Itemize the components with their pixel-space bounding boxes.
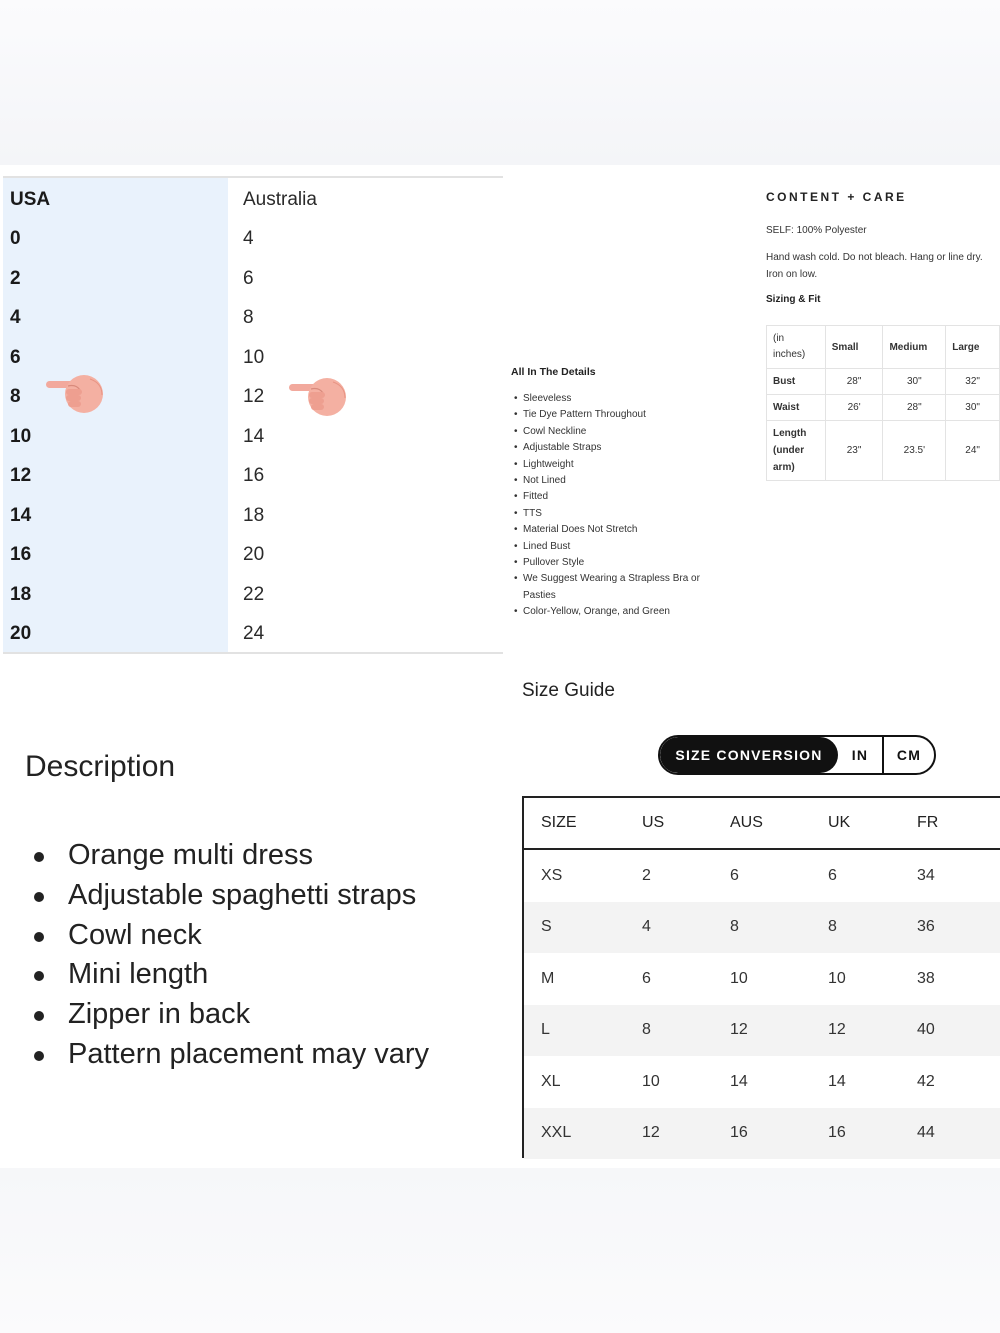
details-title: All In The Details: [511, 366, 596, 378]
size-cell: 4: [642, 918, 651, 936]
usa-size: 0: [10, 228, 21, 250]
size-cell: 40: [917, 1021, 935, 1039]
size-conversion-tab[interactable]: SIZE CONVERSION: [660, 737, 838, 773]
unit-toggle: [658, 735, 936, 775]
fit-cell: 30": [946, 395, 1000, 421]
fit-row: [767, 395, 1000, 421]
size-cell: 12: [730, 1021, 748, 1039]
fit-row: [767, 421, 1000, 481]
size-cell: 14: [730, 1072, 748, 1090]
conversion-row: [3, 457, 503, 497]
usa-size: 12: [10, 465, 32, 487]
size-cell: 6: [730, 866, 739, 884]
header-cell: SIZE: [541, 813, 577, 831]
description-item: Cowl neck: [30, 916, 429, 956]
header-cell: AUS: [730, 813, 763, 831]
usa-header: USA: [10, 188, 51, 210]
usa-size: 16: [10, 544, 32, 566]
size-cell: M: [541, 969, 555, 987]
usa-australia-conversion-table: [3, 176, 503, 654]
inches-tab[interactable]: IN: [838, 737, 884, 773]
size-cell: 8: [828, 918, 837, 936]
australia-size: 16: [243, 465, 265, 487]
header-cell: FR: [917, 813, 939, 831]
details-item: • Color-Yellow, Orange, and Green: [511, 604, 741, 620]
conversion-row: [3, 496, 503, 536]
australia-size: 12: [243, 386, 265, 408]
details-item: • Tie Dye Pattern Throughout: [511, 407, 741, 423]
size-cell: L: [541, 1021, 550, 1039]
size-cell: 8: [730, 918, 739, 936]
fit-cell: 23.5': [883, 421, 946, 481]
details-item: • Lightweight: [511, 457, 741, 473]
details-item: • TTS: [511, 506, 741, 522]
size-cell: 34: [917, 866, 935, 884]
usa-size: 20: [10, 623, 32, 645]
details-item: • Cowl Neckline: [511, 424, 741, 440]
pointing-hand-icon: [44, 373, 106, 413]
fit-row-label: Bust: [767, 369, 826, 395]
fabric-content: SELF: 100% Polyester: [766, 225, 867, 236]
fit-cell: 28": [825, 369, 883, 395]
fit-cell: 24": [946, 421, 1000, 481]
fit-row-label: Length (under arm): [767, 421, 826, 481]
usa-size: 10: [10, 425, 32, 447]
australia-header: Australia: [243, 188, 317, 210]
details-item: • Pullover Style: [511, 555, 741, 571]
size-guide-row: [524, 850, 1000, 902]
fit-cell: 32": [946, 369, 1000, 395]
fit-cell: 23": [825, 421, 883, 481]
australia-size: 8: [243, 307, 254, 329]
size-cell: XXL: [541, 1124, 572, 1142]
content-care-title: CONTENT + CARE: [766, 190, 907, 204]
fit-cell: 30": [883, 369, 946, 395]
details-item: • Adjustable Straps: [511, 440, 741, 456]
fit-header-cell: Small: [825, 326, 883, 369]
australia-size: 20: [243, 544, 265, 566]
usa-size: 6: [10, 346, 21, 368]
conversion-row: [3, 417, 503, 457]
usa-size: 18: [10, 583, 32, 605]
care-instructions: Hand wash cold. Do not bleach. Hang or line dry. Iron on low.: [766, 252, 983, 280]
size-cell: 6: [828, 866, 837, 884]
fit-header-cell: (in inches): [767, 326, 826, 369]
size-cell: 44: [917, 1124, 935, 1142]
fit-header-row: [767, 326, 1000, 369]
details-list: [511, 391, 741, 621]
size-cell: 6: [642, 969, 651, 987]
size-cell: 12: [828, 1021, 846, 1039]
usa-size: 2: [10, 267, 21, 289]
usa-size: 14: [10, 504, 32, 526]
size-cell: 2: [642, 866, 651, 884]
australia-size: 14: [243, 425, 265, 447]
size-cell: S: [541, 918, 552, 936]
size-cell: 38: [917, 969, 935, 987]
australia-size: 24: [243, 623, 265, 645]
size-guide-table: [522, 796, 1000, 1158]
fit-row-label: Waist: [767, 395, 826, 421]
description-title: Description: [25, 750, 176, 783]
usa-size: 4: [10, 307, 21, 329]
size-guide-header-row: [524, 798, 1000, 850]
description-item: Mini length: [30, 955, 429, 995]
size-guide-row: [524, 1108, 1000, 1160]
sizing-fit-title: Sizing & Fit: [766, 294, 821, 305]
conversion-row: [3, 536, 503, 576]
header-cell: US: [642, 813, 665, 831]
australia-size: 18: [243, 504, 265, 526]
size-cell: 42: [917, 1072, 935, 1090]
size-cell: 12: [642, 1124, 660, 1142]
size-cell: 8: [642, 1021, 651, 1039]
size-cell: XS: [541, 866, 563, 884]
description-item: Pattern placement may vary: [30, 1035, 429, 1075]
details-section: [511, 366, 741, 621]
conversion-row: [3, 615, 503, 655]
size-cell: 16: [828, 1124, 846, 1142]
conversion-row: [3, 338, 503, 378]
fit-cell: 26': [825, 395, 883, 421]
size-cell: 10: [642, 1072, 660, 1090]
details-item: • Fitted: [511, 489, 741, 505]
details-item: • Not Lined: [511, 473, 741, 489]
size-cell: 16: [730, 1124, 748, 1142]
description-item: Adjustable spaghetti straps: [30, 876, 429, 916]
details-item: • Sleeveless: [511, 391, 741, 407]
conversion-row: [3, 259, 503, 299]
description-item: Zipper in back: [30, 995, 429, 1035]
conversion-row: [3, 220, 503, 260]
size-cell: 14: [828, 1072, 846, 1090]
pointing-hand-icon: [287, 376, 349, 416]
sizing-fit-table: [766, 325, 1000, 481]
header-cell: UK: [828, 813, 851, 831]
top-background-band: [0, 0, 1000, 165]
description-item: Orange multi dress: [30, 836, 429, 876]
content-care-section: [766, 190, 1000, 305]
size-cell: XL: [541, 1072, 561, 1090]
details-item: • Lined Bust: [511, 539, 741, 555]
size-guide-row: [524, 902, 1000, 954]
australia-size: 22: [243, 583, 265, 605]
size-cell: 36: [917, 918, 935, 936]
bottom-background-band: [0, 1168, 1000, 1333]
conversion-row: [3, 299, 503, 339]
details-item: • Material Does Not Stretch: [511, 522, 741, 538]
fit-row: [767, 369, 1000, 395]
fit-cell: 28": [883, 395, 946, 421]
size-guide-row: [524, 1056, 1000, 1108]
size-cell: 10: [828, 969, 846, 987]
fit-header-cell: Medium: [883, 326, 946, 369]
fit-header-cell: Large: [946, 326, 1000, 369]
conversion-header-row: [3, 180, 503, 220]
conversion-row: [3, 575, 503, 615]
centimeters-tab[interactable]: CM: [896, 747, 922, 763]
usa-size: 8: [10, 386, 21, 408]
size-guide-row: [524, 1005, 1000, 1057]
description-list: [30, 836, 429, 1075]
australia-size: 6: [243, 267, 254, 289]
size-cell: 10: [730, 969, 748, 987]
size-guide-title: Size Guide: [522, 680, 615, 701]
australia-size: 10: [243, 346, 265, 368]
details-item: • We Suggest Wearing a Strapless Bra or Pasties: [511, 571, 721, 604]
australia-size: 4: [243, 228, 254, 250]
size-guide-row: [524, 953, 1000, 1005]
